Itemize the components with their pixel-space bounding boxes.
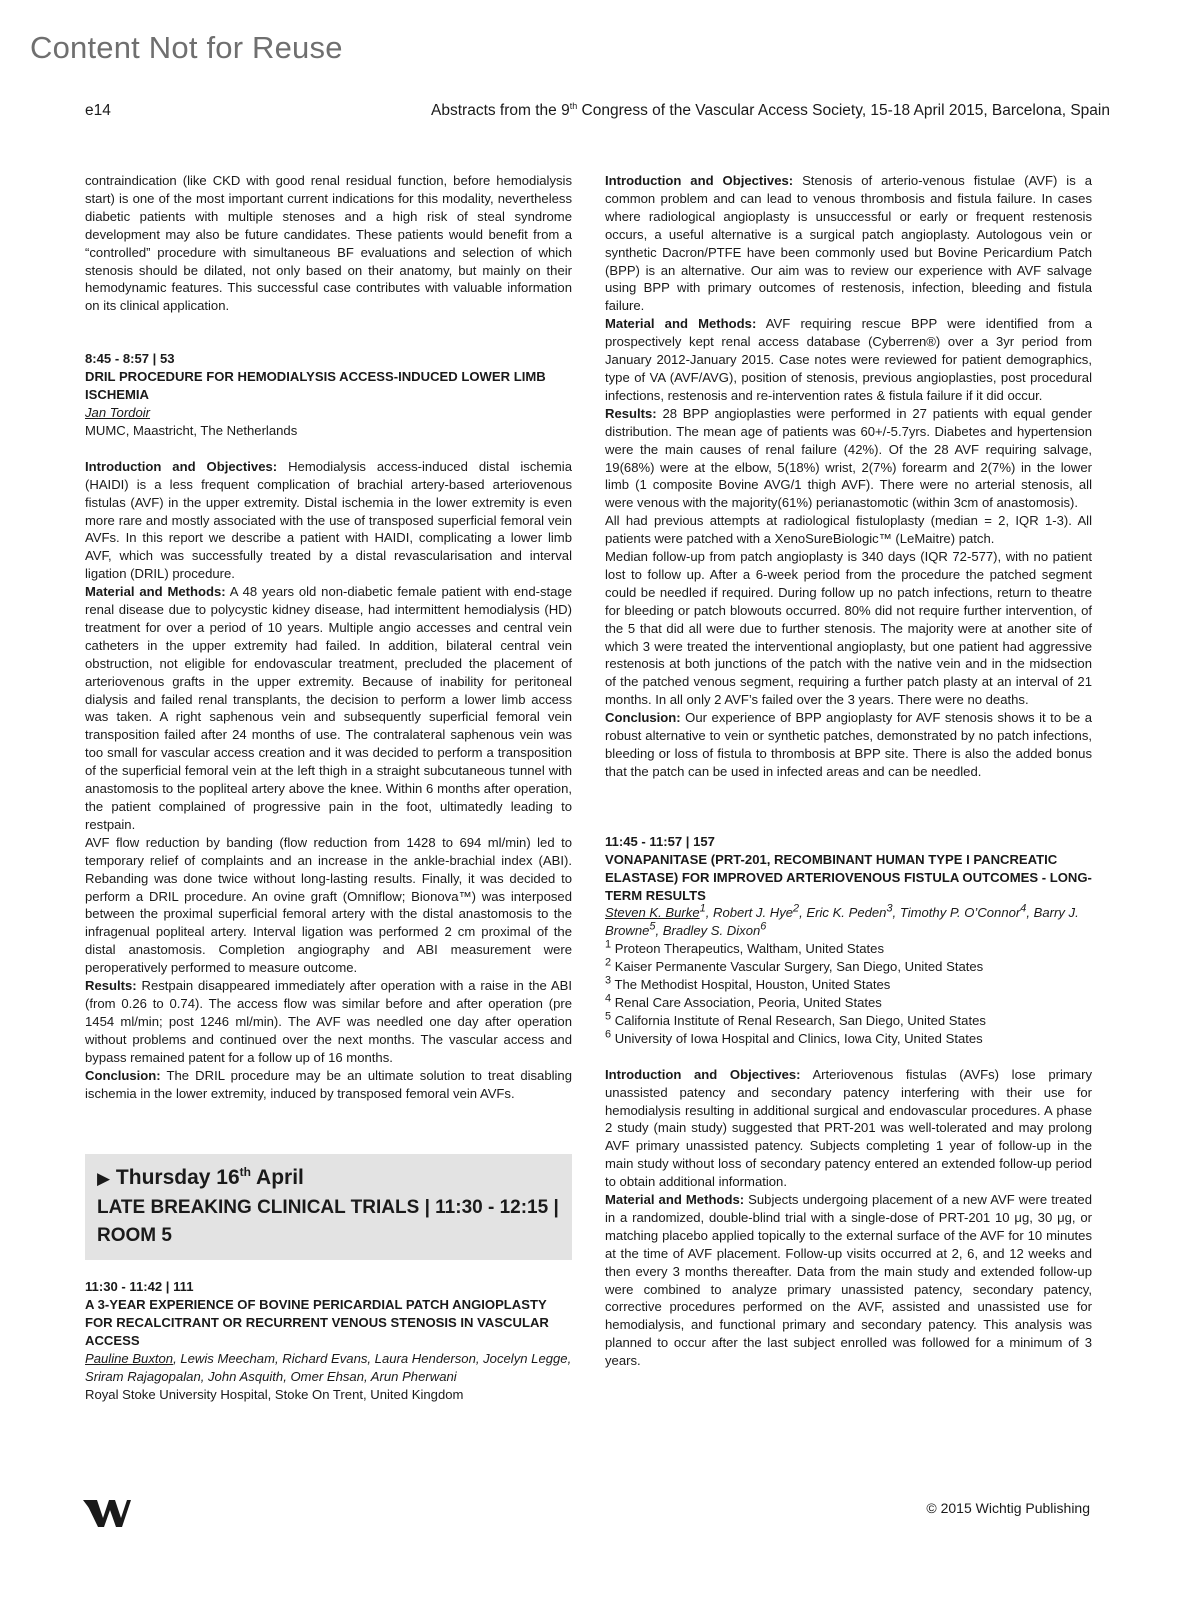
author-separator: ,	[655, 923, 663, 939]
page-number: e14	[85, 102, 111, 119]
results-label: Results:	[605, 405, 657, 421]
author-separator: ,	[799, 905, 807, 921]
methods-paragraph	[605, 1191, 1092, 1370]
methods-paragraph-2: AVF flow reduction by banding (flow reduction from 1428 to 694 ml/min) led to temporary relief of complaints and an increase in the ankle-brachial index (ABI). Rebanding was done twice without long-lasting results. Finally, it was decided to perform a DRIL procedure. An ovine graft (Omniflow; Bionova™) was interposed between the proximal superficial femoral artery with the distal anastomosis to the infragenual popliteal artery. Interval ligation was performed 2 cm proximal of the distal anastomosis. Completion angiography and ABI measurement were peroperatively performed to measure outcome.	[85, 834, 572, 976]
affiliation-text: California Institute of Renal Research, San Diego, United States	[611, 1012, 986, 1028]
intro-label: Introduction and Objectives:	[605, 173, 794, 188]
methods-label: Material and Methods:	[605, 1192, 745, 1208]
affiliation-list	[605, 940, 1092, 1047]
author-separator: ,	[892, 905, 900, 921]
author-affiliation-number: 2	[793, 903, 800, 916]
abstract-authors	[605, 904, 1092, 940]
presenter-name: Pauline Buxton	[85, 1351, 174, 1367]
running-header-pre: Abstracts from the 9	[431, 102, 570, 119]
results-paragraph	[605, 405, 1092, 512]
abstract-authors	[85, 404, 572, 422]
author-name: Bradley S. Dixon	[662, 923, 761, 939]
affiliation-text: Renal Care Association, Peoria, United States	[611, 994, 882, 1010]
abstract-title: A 3-YEAR EXPERIENCE OF BOVINE PERICARDIAL PATCH ANGIOPLASTY FOR RECALCITRANT OR RECURRENT VENOUS STENOSIS IN VASCULAR ACCESS	[85, 1297, 549, 1349]
author-affiliation-number: 1	[699, 903, 706, 916]
intro-label: Introduction and Objectives:	[605, 1066, 801, 1082]
affiliation-text: Kaiser Permanente Vascular Surgery, San Diego, United States	[611, 959, 984, 975]
conclusion-paragraph	[605, 709, 1092, 781]
affiliation-item	[605, 1012, 1092, 1030]
intro-paragraph	[85, 458, 572, 583]
results-paragraph-3: Median follow-up from patch angioplasty is 340 days (IQR 72-577), with no patient lost to follow up. After a 6-week period from the procedure the patched segment could be needled if required. During follow up no patch infections, return to theatre for bleeding or patch blowouts occurred. 80% did not require further intervention, of the 5 that did all were due to further stenosis. The majority were at another site of which 3 were treated the interventional angioplasty, but one patient had aggressive restenosis at both junctions of the patch with the native vein and in the midsection of the patched venous segment, requiring a further patch plasty at an interval of 21 months. In all only 2 AVF’s failed over the 3 years. There were no deaths.	[605, 549, 1092, 708]
abstract-time: 11:30 - 11:42 | 111	[85, 1279, 194, 1295]
intro-text: Arteriovenous fistulas (AVFs) lose primary unassisted patency and secondary patency interfering with their use for hemodialysis resulting in additional surgical and endovascular procedures. A phase 2 study (main study) suggested that PRT-201 was well-tolerated and may prolong AVF primary unassisted patency. Subjects completing 1 year of follow-up in the main study without loss of secondary patency entered an extended follow-up period to obtain additional information.	[605, 1066, 1092, 1190]
affiliation-item	[605, 958, 1092, 976]
abstract-affiliation: Royal Stoke University Hospital, Stoke On Trent, United Kingdom	[85, 1386, 464, 1402]
affiliation-text: Proteon Therapeutics, Waltham, United States	[611, 941, 885, 957]
author-affiliation-number: 6	[760, 920, 767, 933]
affiliation-number: 2	[605, 956, 612, 969]
session-day-sup: th	[239, 1165, 251, 1180]
methods-text: Subjects undergoing placement of a new AVF were treated in a randomized, double-blind trial with a single-dose of PRT-201 10 μg, 30 μg, or matching placebo applied topically to the external surface of the AVF for 10 minutes at the time of AVF placement. Follow-up visits occurred at 2, 6, and 12 weeks and then every 3 months thereafter. Data from the main study and extended follow-up were combined to analyze primary unassisted patency, secondary patency, corrective procedures performed on the AVF, assisted and unassisted use for hemodialysis, and functional primary and secondary patency. This analysis was planned to occur after the last subject enrolled was followed for a minimum of 3 years.	[605, 1192, 1092, 1369]
abstract-111	[85, 1278, 572, 1403]
intro-paragraph	[605, 172, 1092, 315]
intro-text: Stenosis of arterio-venous fistulae (AVF) is a common problem and can lead to venous thrombosis and fistula failure. In cases where radiological angioplasty is unsuccessful or early or frequent restenosis occurs, a useful alternative is a surgical patch angioplasty. Autologous vein or synthetic Dacron/PTFE have been commonly used but Bovine Pericardium Patch (BPP) is an alternative. Our aim was to review our experience with AVF salvage using BPP with primary outcomes of restenosis, infection, bleeding and fistula failure.	[605, 173, 1092, 314]
running-header	[431, 102, 1110, 120]
author-name: Eric K. Peden	[806, 905, 887, 921]
abstract-affiliation: MUMC, Maastricht, The Netherlands	[85, 422, 298, 438]
right-column	[605, 172, 1092, 1370]
affiliation-item	[605, 940, 1092, 958]
abstract-111-continued	[605, 172, 1092, 781]
intro-text: Hemodialysis access-induced distal ischemia (HAIDI) is a less frequent complication of brachial artery-based arteriovenous fistulas (AVF) in the upper extremity. Distal ischemia in the lower extremity is even more rare and mostly associated with the use of transposed superficial femoral vein AVFs. In this report we describe a patient with HAIDI, complicating a lower limb AVF, which was successfully treated by a distal revascularisation and interval ligation (DRIL) procedure.	[85, 458, 573, 582]
session-box	[85, 1154, 572, 1260]
results-paragraph	[85, 977, 572, 1067]
author-name: Timothy P. O’Connor	[899, 905, 1021, 921]
author-name: Robert J. Hye	[712, 905, 794, 921]
author-affiliation-number: 4	[1020, 903, 1027, 916]
author-affiliation-number: 5	[649, 920, 656, 933]
author-affiliation-number: 3	[886, 903, 893, 916]
conclusion-paragraph	[85, 1067, 572, 1103]
abstract-authors	[85, 1350, 572, 1386]
abstract-157	[605, 833, 1092, 1370]
conclusion-label: Conclusion:	[85, 1067, 161, 1083]
abstract-53	[85, 350, 572, 1102]
copyright: © 2015 Wichtig Publishing	[926, 1500, 1090, 1516]
running-header-post: Congress of the Vascular Access Society, 15-18 April 2015, Barcelona, Spain	[577, 102, 1110, 119]
affiliation-item	[605, 1030, 1092, 1048]
affiliation-number: 5	[605, 1010, 612, 1023]
methods-paragraph	[605, 315, 1092, 405]
session-day-pre: Thursday 16	[110, 1166, 240, 1190]
co-authors: , Lewis Meecham, Richard Evans, Laura Henderson, Jocelyn Legge, Sriram Rajagopalan, John Asquith, Omer Ehsan, Arun Pherwani	[85, 1351, 572, 1384]
results-label: Results:	[85, 978, 137, 994]
results-paragraph-2: All had previous attempts at radiological fistuloplasty (median = 2, IQR 1-3). All patients were patched with a XenoSureBiologic™ (LeMaitre) patch.	[605, 513, 1092, 547]
affiliation-number: 3	[605, 974, 612, 987]
wichtig-logo-icon	[83, 1496, 133, 1530]
abstract-time: 8:45 - 8:57 | 53	[85, 351, 175, 367]
abstract-title: DRIL PROCEDURE FOR HEMODIALYSIS ACCESS-INDUCED LOWER LIMB ISCHEMIA	[85, 369, 546, 403]
play-triangle-icon: ▶	[97, 1169, 111, 1189]
affiliation-number: 1	[605, 938, 612, 951]
methods-label: Material and Methods:	[605, 316, 757, 332]
methods-label: Material and Methods:	[85, 584, 226, 600]
intro-paragraph	[605, 1066, 1092, 1191]
running-header-sup: th	[569, 100, 578, 111]
author-name: Barry J. Browne	[605, 905, 1079, 939]
watermark: Content Not for Reuse	[30, 30, 343, 65]
methods-paragraph	[85, 583, 572, 834]
affiliation-item	[605, 976, 1092, 994]
affiliation-text: The Methodist Hospital, Houston, United States	[611, 977, 891, 993]
conclusion-text: Our experience of BPP angioplasty for AVF stenosis shows it to be a robust alternative to vein or synthetic patches, demonstrated by no patch infections, bleeding or loss of fistula to thrombosis at BPP site. There is also the added bonus that the patch can be used in infected areas and can be needled.	[605, 710, 1092, 779]
author-separator: ,	[705, 905, 713, 921]
conclusion-text: The DRIL procedure may be an ultimate solution to treat disabling ischemia in the lower extremity, induced by transposed femoral vein AVFs.	[85, 1067, 572, 1101]
results-text: Restpain disappeared immediately after operation with a raise in the ABI (from 0.26 to 0.74). The access flow was similar before and after operation (pre 1454 ml/min; post 1246 ml/min). The AVF was needled one day after operation without problems and continued over the next months. The vascular access and bypass remained patent for a follow up of 16 months.	[85, 978, 572, 1065]
conclusion-label: Conclusion:	[605, 710, 681, 726]
author-name: Steven K. Burke	[605, 905, 700, 921]
continuation-text: contraindication (like CKD with good renal residual function, before hemodialysis start) is one of the most important current indications for this modality, nevertheless diabetic patients with multiple stenoses and a high risk of steal syndrome development may also be future candidates. These patients would benefit from a “controlled” procedure with simultaneous BF evaluations and selection of which stenosis should be dilated, not only based on their anatomy, but mainly on their hemodynamic features. This successful case contributes with valuable information on its clinical application.	[85, 173, 572, 314]
affiliation-item	[605, 994, 1092, 1012]
results-text: 28 BPP angioplasties were performed in 27 patients with equal gender distribution. The mean age of patients was 60+/-5.7yrs. Diabetes and hypertension were the main causes of renal failure (42%). Of the 28 AVF requiring salvage, 19(68%) were at the elbow, 5(18%) wrist, 2(7%) forearm and 2(7%) in the lower limb (1 composite Bovine AVG/1 thigh AVF). There were no arterial stenosis, all were venous with the majority(61%) perianastomotic (within 3cm of anastomosis).	[605, 405, 1092, 511]
abstract-title: VONAPANITASE (PRT-201, RECOMBINANT HUMAN TYPE I PANCREATIC ELASTASE) FOR IMPROVED ARTERIOVENOUS FISTULA OUTCOMES - LONG-TERM RESULTS	[605, 851, 1092, 903]
session-day-post: April	[250, 1166, 304, 1190]
author-separator: ,	[1026, 905, 1034, 921]
affiliation-number: 6	[605, 1028, 612, 1041]
affiliation-text: University of Iowa Hospital and Clinics, Iowa City, United States	[611, 1030, 983, 1046]
session-title: LATE BREAKING CLINICAL TRIALS | 11:30 - 12:15 | ROOM 5	[97, 1197, 559, 1247]
abstract-time: 11:45 - 11:57 | 157	[605, 833, 715, 849]
methods-text: A 48 years old non-diabetic female patient with end-stage renal disease due to polycystic kidney disease, had intermittent hemodialysis (HD) treatment for over a period of 10 years. Multiple angio accesses and central vein catheters in the upper extremity had failed. In addition, bilateral central vein obstruction, not eligible for endovascular treatment, precluded the placement of arteriovenous grafts in the upper extremity. Because of inability for peritoneal dialysis and failed renal transplants, the decision to perform a lower limb access was taken. A right saphenous vein and subsequently superficial femoral vein transposition failed after 24 months of use. The contralateral saphenous vein was too small for vascular access creation and it was decided to perform a transposition of the superficial femoral vein at the left thigh in a straight subcutaneous tunnel with anastomosis to the popliteal artery above the knee. Within 6 months after operation, the patient complained of progressive pain in the foot, ultimatedly leading to restpain.	[85, 584, 573, 832]
affiliation-number: 4	[605, 992, 612, 1005]
presenter-name: Jan Tordoir	[85, 404, 151, 420]
methods-text: AVF requiring rescue BPP were identified from a prospectively kept renal access database (Cyberren®) over a 3yr period from January 2012-January 2015. Case notes were reviewed for patient demographics, type of VA (AVF/AVG), position of stenosis, previous angioplasties, post procedural infections, restenosis and re-intervention rates & fistula failure if it did occur.	[605, 316, 1092, 403]
left-column	[85, 172, 572, 1404]
session-day	[97, 1162, 560, 1194]
intro-label: Introduction and Objectives:	[85, 458, 278, 474]
